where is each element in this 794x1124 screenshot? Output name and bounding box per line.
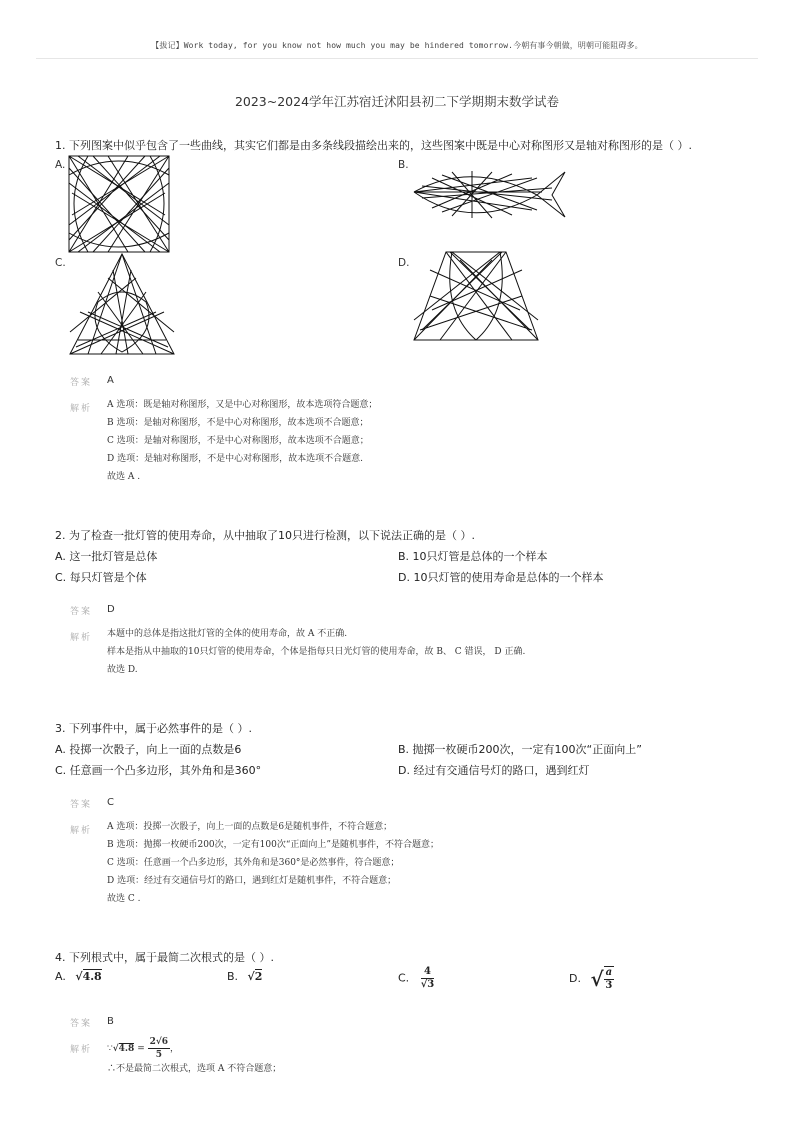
q1-analysis-line: B 选项：是轴对称图形，不是中心对称图形，故本选项不合题意； <box>107 418 369 428</box>
q1-figure-a <box>68 155 170 253</box>
page-title: 2023~2024学年江苏宿迁沭阳县初二下学期期末数学试卷 <box>234 94 560 109</box>
q1-figure-d <box>412 250 540 342</box>
q4-option-c-radicand: 3 <box>427 979 435 990</box>
sqrt-icon: √ <box>75 970 83 983</box>
q1-analysis-line: A 选项：既是轴对称图形，又是中心对称图形，故本选项符合题意； <box>107 400 378 410</box>
sqrt-icon: √ <box>590 967 604 991</box>
q4-analysis-numerator: 2√6 <box>149 1037 169 1047</box>
q4-analysis-denominator: 5 <box>155 1050 162 1060</box>
q4-option-a-label: A. <box>55 970 66 983</box>
q4-option-b <box>227 970 262 983</box>
q4-stem: 4. 下列根式中，属于最简二次根式的是（ ）. <box>55 951 274 964</box>
q4-option-c-denominator <box>421 979 435 991</box>
q2-option-c: C. 每只灯管是个体 <box>55 571 147 584</box>
q2-answer-label: 答案 <box>70 607 93 617</box>
q3-option-d: D. 经过有交通信号灯的路口，遇到红灯 <box>398 764 590 777</box>
q1-answer: A <box>107 375 114 386</box>
header-divider <box>36 58 758 59</box>
q1-option-d-label: D. <box>398 257 410 269</box>
q4-analysis-radicand: 4.8 <box>118 1044 135 1054</box>
q3-analysis-label: 解析 <box>70 826 93 836</box>
q4-option-d-fraction <box>604 966 614 992</box>
q4-option-d-label: D. <box>569 972 581 985</box>
q2-option-a: A. 这一批灯管是总体 <box>55 550 158 563</box>
q2-option-d: D. 10只灯管的使用寿命是总体的一个样本 <box>398 571 604 584</box>
q3-answer: C <box>107 797 114 808</box>
q4-option-d-denominator: 3 <box>605 980 613 991</box>
q1-option-a-label: A. <box>55 159 66 171</box>
q1-figure-b <box>412 170 568 230</box>
sqrt-icon: √ <box>420 979 428 990</box>
q4-option-d <box>569 966 614 992</box>
q1-analysis-line: 故选 A . <box>107 472 141 482</box>
q4-option-a <box>55 970 102 983</box>
q1-figure-c <box>68 252 176 356</box>
q1-analysis-line: D 选项：是轴对称图形，不是中心对称图形，故本选项不合题意. <box>107 454 363 464</box>
q2-analysis-line: 故选 D. <box>107 665 138 675</box>
q1-option-b-label: B. <box>398 159 409 171</box>
q2-stem: 2. 为了检查一批灯管的使用寿命，从中抽取了10只进行检测，以下说法正确的是（ ）. <box>55 529 475 542</box>
because-symbol: ∵ <box>107 1044 113 1054</box>
sqrt-icon: √ <box>112 1044 119 1054</box>
q4-option-a-radicand: 4.8 <box>82 970 102 983</box>
q4-option-b-label: B. <box>227 970 239 983</box>
q3-answer-label: 答案 <box>70 800 93 810</box>
q4-analysis-fraction <box>148 1036 170 1061</box>
q2-analysis-line: 本题中的总体是指这批灯管的全体的使用寿命，故 A 不正确. <box>107 629 348 639</box>
q3-analysis-line: A 选项：投掷一次骰子，向上一面的点数是6是随机事件，不符合题意； <box>107 822 393 832</box>
q4-analysis-line-2: ∴不是最简二次根式，选项 A 不符合题意； <box>107 1064 282 1074</box>
q3-analysis <box>107 818 439 908</box>
q3-option-c: C. 任意画一个凸多边形，其外角和是360° <box>55 764 262 777</box>
q3-analysis-line: B 选项：抛掷一枚硬币200次，一定有100次“正面向上”是随机事件，不符合题意； <box>107 840 440 850</box>
q2-option-b: B. 10只灯管是总体的一个样本 <box>398 550 548 563</box>
q1-analysis-label: 解析 <box>70 404 93 414</box>
q2-analysis-line: 样本是指从中抽取的10只灯管的使用寿命，个体是指每只日光灯管的使用寿命，故 B、 C 错误， D 正确. <box>107 647 526 657</box>
header-note: 【拔记】Work today, for you know not how much you may be hindered tomorrow.今朝有事今朝做，明朝可能阻碍多。 <box>151 41 643 50</box>
q1-stem: 1. 下列图案中似乎包含了一些曲线，其实它们都是由多条线段描绘出来的，这些图案中既是中心对称图形又是轴对称图形的是（ ）. <box>55 139 692 152</box>
sqrt-icon: √ <box>247 970 255 983</box>
q2-analysis <box>107 625 525 679</box>
q4-option-c <box>398 966 434 991</box>
q3-analysis-line: 故选 C . <box>107 894 141 904</box>
q1-analysis-line: C 选项：是轴对称图形，不是中心对称图形，故本选项不合题意； <box>107 436 369 446</box>
q4-answer: B <box>107 1016 114 1027</box>
q4-option-c-numerator: 4 <box>421 966 435 979</box>
q4-option-d-numerator: a <box>605 967 613 978</box>
q4-analysis-line-1 <box>107 1036 179 1061</box>
q4-option-c-label: C. <box>398 971 410 985</box>
q1-answer-label: 答案 <box>70 378 93 388</box>
q2-answer: D <box>107 604 115 615</box>
q1-analysis <box>107 396 377 486</box>
q3-option-a: A. 投掷一次骰子，向上一面的点数是6 <box>55 743 242 756</box>
q2-analysis-label: 解析 <box>70 633 93 643</box>
equals-sign: = <box>134 1044 148 1054</box>
q4-option-b-radicand: 2 <box>254 970 263 983</box>
q3-analysis-line: C 选项：任意画一个凸多边形，其外角和是360°是必然事件，符合题意； <box>107 858 400 868</box>
q4-analysis-label: 解析 <box>70 1045 93 1055</box>
q3-option-b: B. 抛掷一枚硬币200次，一定有100次“正面向上” <box>398 743 642 756</box>
q4-option-c-fraction <box>421 966 435 991</box>
q3-stem: 3. 下列事件中，属于必然事件的是（ ）. <box>55 722 252 735</box>
q4-answer-label: 答案 <box>70 1019 93 1029</box>
q4-analysis-comma: ， <box>170 1044 180 1054</box>
q1-option-c-label: C. <box>55 257 66 269</box>
q3-analysis-line: D 选项：经过有交通信号灯的路口，遇到红灯是随机事件，不符合题意； <box>107 876 397 886</box>
